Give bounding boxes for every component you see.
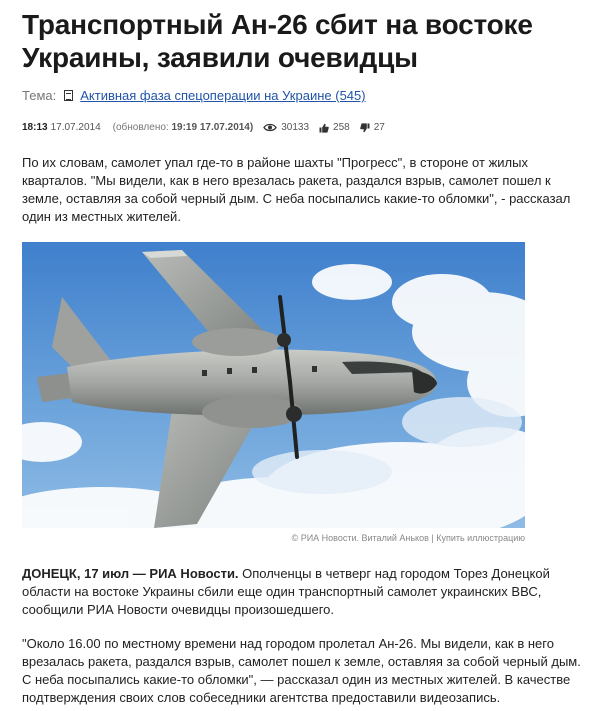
paragraph-eyewitness: По их словам, самолет упал где-то в районе шахты "Прогресс", в стороне от жилых кварталов. "Мы видели, как в него врезалась ракета, раздался взрыв, самолет пошел к земле, оставляя за собой черный дым. С неба посыпались какие-то обломки", - рассказал один из местных жителей.: [22, 155, 571, 224]
lead-text: Ополченцы в четверг над городом Торез Донецкой области на востоке Украины сбили еще один транспортный самолет украинских ВВС, сообщили РИА Новости очевидцы произошедшего.: [22, 566, 550, 617]
views-count: [263, 122, 309, 133]
updated-value: 19:19 17.07.2014): [171, 122, 254, 133]
dislikes-count[interactable]: [360, 122, 385, 133]
dislikes-value: 27: [373, 122, 385, 133]
updated-label: (обновлено:: [112, 122, 169, 133]
eye-icon: [263, 123, 277, 132]
theme-label: Тема:: [22, 88, 57, 103]
publish-date: 17.07.2014: [50, 122, 101, 133]
article-meta: [22, 122, 385, 133]
photo-caption[interactable]: © РИА Новости. Виталий Аньков | Купить иллюстрацию: [291, 533, 525, 543]
article-title: Транспортный Ан-26 сбит на востоке Украины, заявили очевидцы: [22, 9, 533, 73]
article-photo[interactable]: [22, 242, 525, 528]
views-value: 30133: [281, 122, 310, 133]
document-icon: [64, 90, 73, 101]
likes-value: 258: [333, 122, 350, 133]
dateline: ДОНЕЦК, 17 июл — РИА Новости.: [22, 566, 239, 581]
publish-time: 18:13: [22, 122, 48, 133]
likes-count[interactable]: [319, 122, 350, 133]
theme-link[interactable]: Активная фаза спецоперации на Украине (545): [80, 88, 366, 103]
aircraft-photo: [22, 242, 525, 528]
thumbs-down-icon[interactable]: [360, 123, 370, 133]
thumbs-up-icon[interactable]: [319, 123, 329, 133]
paragraph-quote: "Около 16.00 по местному времени над городом пролетал Ан-26. Мы видели, как в него врезалась ракета, раздался взрыв, самолет пошел к земле, оставляя за собой черный дым. С неба посыпались какие-то обломки", — рассказал один из местных жителей. В качестве подтверждения своих слов собеседники агентства предоставили видеозапись.: [22, 636, 581, 705]
paragraph-lead: [22, 565, 582, 619]
theme-row: [22, 88, 366, 103]
updated-info: [113, 122, 254, 133]
